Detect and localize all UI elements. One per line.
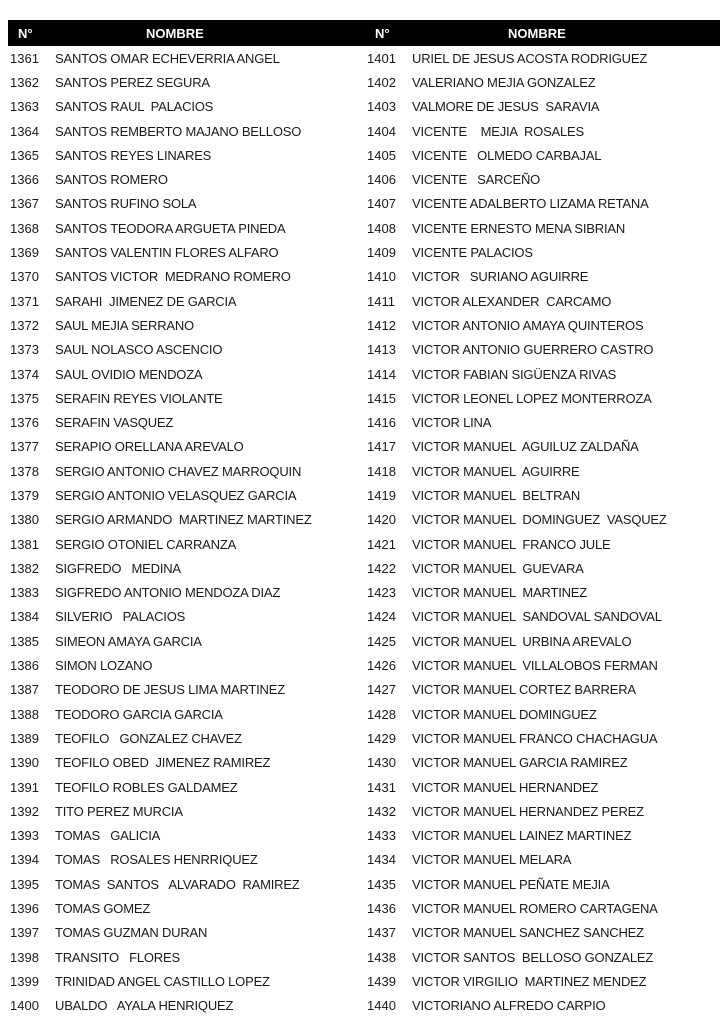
row-name: SERAFIN REYES VIOLANTE bbox=[55, 390, 223, 406]
table-row bbox=[10, 119, 360, 143]
row-name: SIMON LOZANO bbox=[55, 658, 153, 674]
row-number: 1366 bbox=[10, 172, 39, 188]
row-number: 1391 bbox=[10, 779, 39, 795]
row-number: 1405 bbox=[367, 147, 396, 163]
row-number: 1388 bbox=[10, 706, 39, 722]
table-row bbox=[367, 969, 720, 993]
row-number: 1404 bbox=[367, 123, 396, 139]
row-number: 1395 bbox=[10, 876, 39, 892]
row-name: SANTOS REMBERTO MAJANO BELLOSO bbox=[55, 123, 302, 139]
table-row bbox=[367, 872, 720, 896]
name-column-header: NOMBRE bbox=[146, 25, 204, 41]
row-number: 1425 bbox=[367, 633, 396, 649]
table-row bbox=[367, 653, 720, 677]
table-row bbox=[367, 945, 720, 969]
row-number: 1364 bbox=[10, 123, 39, 139]
row-name: VICENTE MEJIA ROSALES bbox=[412, 123, 584, 139]
row-name: VALMORE DE JESUS SARAVIA bbox=[412, 99, 600, 115]
table-row bbox=[367, 386, 720, 410]
table-row bbox=[367, 216, 720, 240]
row-name: VICTOR MANUEL HERNANDEZ PEREZ bbox=[412, 803, 644, 819]
table-row bbox=[10, 921, 360, 945]
row-number: 1383 bbox=[10, 585, 39, 601]
row-number: 1398 bbox=[10, 949, 39, 965]
table-row bbox=[10, 216, 360, 240]
table-row bbox=[367, 70, 720, 94]
table-row bbox=[367, 410, 720, 434]
table-row bbox=[10, 459, 360, 483]
row-number: 1385 bbox=[10, 633, 39, 649]
row-name: VICTOR SURIANO AGUIRRE bbox=[412, 269, 589, 285]
row-number: 1397 bbox=[10, 925, 39, 941]
table-row bbox=[367, 848, 720, 872]
table-row bbox=[10, 678, 360, 702]
table-row bbox=[10, 824, 360, 848]
row-name: URIEL DE JESUS ACOSTA RODRIGUEZ bbox=[412, 50, 648, 66]
table-row bbox=[10, 313, 360, 337]
table-row bbox=[10, 726, 360, 750]
table-row bbox=[367, 605, 720, 629]
table-row bbox=[10, 240, 360, 264]
row-name: VICENTE ADALBERTO LIZAMA RETANA bbox=[412, 196, 649, 212]
row-number: 1430 bbox=[367, 755, 396, 771]
row-name: VICTOR ANTONIO AMAYA QUINTEROS bbox=[412, 317, 644, 333]
table-row bbox=[10, 410, 360, 434]
row-name: SANTOS TEODORA ARGUETA PINEDA bbox=[55, 220, 286, 236]
table-row bbox=[367, 119, 720, 143]
row-number: 1361 bbox=[10, 50, 39, 66]
number-column-header: N° bbox=[18, 25, 33, 41]
row-name: VICTOR MANUEL FRANCO JULE bbox=[412, 536, 611, 552]
table-row bbox=[10, 653, 360, 677]
row-number: 1412 bbox=[367, 317, 396, 333]
table-row bbox=[367, 556, 720, 580]
table-row bbox=[10, 629, 360, 653]
table-row bbox=[367, 751, 720, 775]
table-row bbox=[10, 969, 360, 993]
row-number: 1386 bbox=[10, 658, 39, 674]
row-number: 1408 bbox=[367, 220, 396, 236]
table-row bbox=[367, 702, 720, 726]
row-number: 1424 bbox=[367, 609, 396, 625]
table-row bbox=[367, 629, 720, 653]
row-number: 1407 bbox=[367, 196, 396, 212]
table-row bbox=[10, 386, 360, 410]
row-name: VICTOR MANUEL GUEVARA bbox=[412, 560, 584, 576]
row-name: VICTOR MANUEL MELARA bbox=[412, 852, 572, 868]
row-number: 1439 bbox=[367, 973, 396, 989]
table-row bbox=[10, 70, 360, 94]
row-name: SANTOS VICTOR MEDRANO ROMERO bbox=[55, 269, 291, 285]
row-name: VICENTE SARCEÑO bbox=[412, 172, 541, 188]
row-number: 1434 bbox=[367, 852, 396, 868]
row-name: VICTOR ALEXANDER CARCAMO bbox=[412, 293, 612, 309]
row-number: 1365 bbox=[10, 147, 39, 163]
row-number: 1438 bbox=[367, 949, 396, 965]
table-row bbox=[367, 994, 720, 1018]
row-number: 1409 bbox=[367, 245, 396, 261]
row-number: 1428 bbox=[367, 706, 396, 722]
row-name: VICTOR MANUEL AGUIRRE bbox=[412, 463, 580, 479]
row-number: 1413 bbox=[367, 342, 396, 358]
row-name: VICTOR MANUEL FRANCO CHACHAGUA bbox=[412, 730, 658, 746]
left-column-list bbox=[10, 46, 360, 1018]
row-number: 1436 bbox=[367, 901, 396, 917]
row-number: 1389 bbox=[10, 730, 39, 746]
table-row bbox=[10, 143, 360, 167]
row-name: TOMAS GUZMAN DURAN bbox=[55, 925, 208, 941]
table-row bbox=[10, 46, 360, 70]
row-number: 1400 bbox=[10, 998, 39, 1014]
table-row bbox=[10, 799, 360, 823]
row-number: 1401 bbox=[367, 50, 396, 66]
table-row bbox=[367, 46, 720, 70]
row-number: 1363 bbox=[10, 99, 39, 115]
row-number: 1362 bbox=[10, 74, 39, 90]
row-name: VICTOR MANUEL HERNANDEZ bbox=[412, 779, 599, 795]
table-row bbox=[367, 143, 720, 167]
row-number: 1416 bbox=[367, 415, 396, 431]
table-row bbox=[10, 95, 360, 119]
row-name: SANTOS RUFINO SOLA bbox=[55, 196, 197, 212]
table-row bbox=[367, 459, 720, 483]
row-number: 1399 bbox=[10, 973, 39, 989]
row-name: SERGIO OTONIEL CARRANZA bbox=[55, 536, 237, 552]
row-name: SERGIO ARMANDO MARTINEZ MARTINEZ bbox=[55, 512, 312, 528]
row-name: VICTOR MANUEL URBINA AREVALO bbox=[412, 633, 632, 649]
row-name: SERGIO ANTONIO CHAVEZ MARROQUIN bbox=[55, 463, 302, 479]
table-row bbox=[367, 483, 720, 507]
table-row bbox=[10, 483, 360, 507]
row-number: 1418 bbox=[367, 463, 396, 479]
table-row bbox=[367, 95, 720, 119]
table-row bbox=[10, 435, 360, 459]
table-row bbox=[367, 581, 720, 605]
row-name: VICTOR SANTOS BELLOSO GONZALEZ bbox=[412, 949, 654, 965]
row-number: 1411 bbox=[367, 293, 395, 309]
row-name: VICENTE OLMEDO CARBAJAL bbox=[412, 147, 602, 163]
row-number: 1392 bbox=[10, 803, 39, 819]
row-name: SAUL NOLASCO ASCENCIO bbox=[55, 342, 223, 358]
row-name: SERAFIN VASQUEZ bbox=[55, 415, 174, 431]
table-row bbox=[10, 338, 360, 362]
row-name: VICTOR MANUEL GARCIA RAMIREZ bbox=[412, 755, 628, 771]
table-row bbox=[10, 896, 360, 920]
row-number: 1402 bbox=[367, 74, 396, 90]
row-number: 1423 bbox=[367, 585, 396, 601]
table-row bbox=[367, 896, 720, 920]
row-number: 1374 bbox=[10, 366, 39, 382]
table-row bbox=[10, 605, 360, 629]
row-name: TRINIDAD ANGEL CASTILLO LOPEZ bbox=[55, 973, 270, 989]
row-name: TRANSITO FLORES bbox=[55, 949, 180, 965]
row-number: 1435 bbox=[367, 876, 396, 892]
row-name: VICENTE PALACIOS bbox=[412, 245, 533, 261]
row-number: 1377 bbox=[10, 439, 39, 455]
table-row bbox=[367, 289, 720, 313]
row-name: VICTOR LEONEL LOPEZ MONTERROZA bbox=[412, 390, 652, 406]
row-name: TEOFILO GONZALEZ CHAVEZ bbox=[55, 730, 242, 746]
row-number: 1375 bbox=[10, 390, 39, 406]
row-number: 1422 bbox=[367, 560, 396, 576]
row-number: 1387 bbox=[10, 682, 39, 698]
row-name: SIMEON AMAYA GARCIA bbox=[55, 633, 202, 649]
table-row bbox=[367, 192, 720, 216]
row-name: VICTOR MANUEL SANCHEZ SANCHEZ bbox=[412, 925, 644, 941]
row-name: TOMAS GOMEZ bbox=[55, 901, 151, 917]
row-number: 1426 bbox=[367, 658, 396, 674]
row-name: SAUL OVIDIO MENDOZA bbox=[55, 366, 203, 382]
row-name: TEOFILO OBED JIMENEZ RAMIREZ bbox=[55, 755, 271, 771]
row-number: 1382 bbox=[10, 560, 39, 576]
row-name: VICTORIANO ALFREDO CARPIO bbox=[412, 998, 606, 1014]
table-row bbox=[10, 872, 360, 896]
row-name: SANTOS ROMERO bbox=[55, 172, 168, 188]
table-row bbox=[367, 338, 720, 362]
row-name: SIGFREDO MEDINA bbox=[55, 560, 181, 576]
row-name: VICTOR FABIAN SIGÜENZA RIVAS bbox=[412, 366, 617, 382]
row-name: VICTOR MANUEL SANDOVAL SANDOVAL bbox=[412, 609, 662, 625]
row-number: 1406 bbox=[367, 172, 396, 188]
row-name: VICTOR VIRGILIO MARTINEZ MENDEZ bbox=[412, 973, 647, 989]
row-name: VICTOR MANUEL LAINEZ MARTINEZ bbox=[412, 828, 632, 844]
table-row bbox=[10, 167, 360, 191]
row-number: 1376 bbox=[10, 415, 39, 431]
table-row bbox=[367, 508, 720, 532]
table-row bbox=[367, 799, 720, 823]
row-name: SANTOS OMAR ECHEVERRIA ANGEL bbox=[55, 50, 280, 66]
row-number: 1394 bbox=[10, 852, 39, 868]
row-name: TOMAS GALICIA bbox=[55, 828, 161, 844]
row-number: 1417 bbox=[367, 439, 396, 455]
table-row bbox=[10, 848, 360, 872]
table-row bbox=[367, 921, 720, 945]
row-name: VICTOR MANUEL ROMERO CARTAGENA bbox=[412, 901, 658, 917]
table-row bbox=[10, 508, 360, 532]
table-row bbox=[10, 556, 360, 580]
row-name: VICTOR MANUEL AGUILUZ ZALDAÑA bbox=[412, 439, 639, 455]
row-name: SERAPIO ORELLANA AREVALO bbox=[55, 439, 244, 455]
row-name: SAUL MEJIA SERRANO bbox=[55, 317, 194, 333]
row-number: 1384 bbox=[10, 609, 39, 625]
table-row bbox=[10, 581, 360, 605]
row-number: 1420 bbox=[367, 512, 396, 528]
row-name: UBALDO AYALA HENRIQUEZ bbox=[55, 998, 234, 1014]
row-number: 1393 bbox=[10, 828, 39, 844]
row-number: 1378 bbox=[10, 463, 39, 479]
table-row bbox=[10, 289, 360, 313]
row-name: SANTOS VALENTIN FLORES ALFARO bbox=[55, 245, 279, 261]
table-row bbox=[367, 167, 720, 191]
row-name: VICTOR MANUEL BELTRAN bbox=[412, 487, 581, 503]
row-number: 1415 bbox=[367, 390, 396, 406]
row-number: 1373 bbox=[10, 342, 39, 358]
row-name: TEODORO GARCIA GARCIA bbox=[55, 706, 223, 722]
table-row bbox=[10, 945, 360, 969]
table-row bbox=[10, 702, 360, 726]
row-number: 1421 bbox=[367, 536, 396, 552]
row-number: 1390 bbox=[10, 755, 39, 771]
row-number: 1433 bbox=[367, 828, 396, 844]
row-name: VALERIANO MEJIA GONZALEZ bbox=[412, 74, 596, 90]
row-number: 1379 bbox=[10, 487, 39, 503]
row-number: 1370 bbox=[10, 269, 39, 285]
row-name: VICTOR MANUEL MARTINEZ bbox=[412, 585, 588, 601]
row-number: 1403 bbox=[367, 99, 396, 115]
row-number: 1372 bbox=[10, 317, 39, 333]
row-name: VICTOR LINA bbox=[412, 415, 492, 431]
number-column-header: N° bbox=[375, 25, 390, 41]
row-number: 1410 bbox=[367, 269, 396, 285]
row-number: 1431 bbox=[367, 779, 396, 795]
row-number: 1429 bbox=[367, 730, 396, 746]
row-number: 1369 bbox=[10, 245, 39, 261]
row-name: VICTOR MANUEL DOMINGUEZ VASQUEZ bbox=[412, 512, 667, 528]
row-name: SANTOS RAUL PALACIOS bbox=[55, 99, 214, 115]
row-name: SANTOS REYES LINARES bbox=[55, 147, 212, 163]
row-number: 1396 bbox=[10, 901, 39, 917]
table-row bbox=[367, 532, 720, 556]
row-name: VICTOR MANUEL CORTEZ BARRERA bbox=[412, 682, 636, 698]
row-name: TEOFILO ROBLES GALDAMEZ bbox=[55, 779, 238, 795]
table-row bbox=[10, 192, 360, 216]
row-number: 1368 bbox=[10, 220, 39, 236]
table-row bbox=[367, 726, 720, 750]
table-row bbox=[367, 362, 720, 386]
name-column-header: NOMBRE bbox=[508, 25, 566, 41]
table-row bbox=[10, 362, 360, 386]
table-row bbox=[367, 775, 720, 799]
row-name: TOMAS SANTOS ALVARADO RAMIREZ bbox=[55, 876, 300, 892]
table-row bbox=[367, 313, 720, 337]
row-name: VICTOR MANUEL VILLALOBOS FERMAN bbox=[412, 658, 658, 674]
table-row bbox=[367, 824, 720, 848]
table-row bbox=[367, 240, 720, 264]
row-name: TITO PEREZ MURCIA bbox=[55, 803, 183, 819]
row-name: SANTOS PEREZ SEGURA bbox=[55, 74, 210, 90]
row-name: SERGIO ANTONIO VELASQUEZ GARCIA bbox=[55, 487, 297, 503]
row-number: 1437 bbox=[367, 925, 396, 941]
row-name: VICTOR ANTONIO GUERRERO CASTRO bbox=[412, 342, 654, 358]
row-number: 1367 bbox=[10, 196, 39, 212]
row-number: 1419 bbox=[367, 487, 396, 503]
row-number: 1371 bbox=[10, 293, 39, 309]
table-row bbox=[10, 532, 360, 556]
row-number: 1427 bbox=[367, 682, 396, 698]
row-name: SILVERIO PALACIOS bbox=[55, 609, 186, 625]
row-number: 1381 bbox=[10, 536, 39, 552]
row-number: 1414 bbox=[367, 366, 396, 382]
table-row bbox=[10, 994, 360, 1018]
row-name: TOMAS ROSALES HENRRIQUEZ bbox=[55, 852, 258, 868]
table-row bbox=[367, 678, 720, 702]
row-name: SIGFREDO ANTONIO MENDOZA DIAZ bbox=[55, 585, 281, 601]
table-row bbox=[367, 435, 720, 459]
right-column-list bbox=[367, 46, 720, 1018]
table-row bbox=[367, 265, 720, 289]
row-name: VICTOR MANUEL DOMINGUEZ bbox=[412, 706, 597, 722]
row-number: 1380 bbox=[10, 512, 39, 528]
row-number: 1432 bbox=[367, 803, 396, 819]
row-name: VICENTE ERNESTO MENA SIBRIAN bbox=[412, 220, 626, 236]
row-name: VICTOR MANUEL PEÑATE MEJIA bbox=[412, 876, 610, 892]
row-number: 1440 bbox=[367, 998, 396, 1014]
row-name: SARAHI JIMENEZ DE GARCIA bbox=[55, 293, 237, 309]
table-header bbox=[8, 20, 720, 46]
table-row bbox=[10, 775, 360, 799]
table-row bbox=[10, 265, 360, 289]
row-name: TEODORO DE JESUS LIMA MARTINEZ bbox=[55, 682, 285, 698]
table-row bbox=[10, 751, 360, 775]
